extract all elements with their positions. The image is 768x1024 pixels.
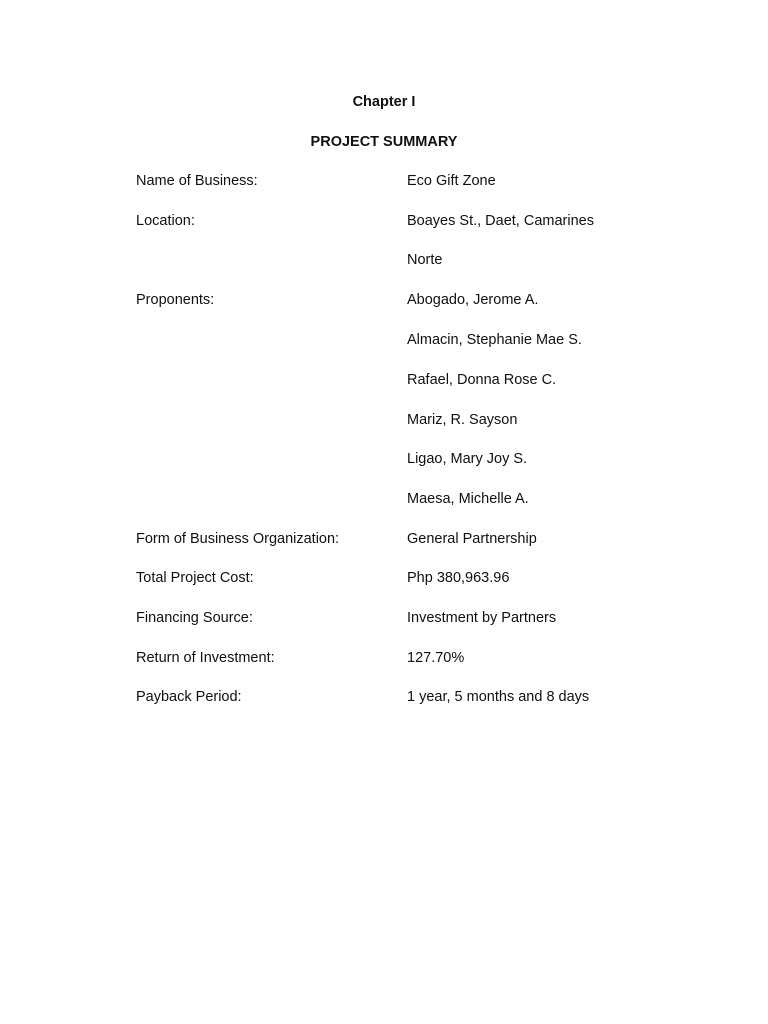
- summary-row-proponent-5: [0, 449, 768, 469]
- field-value: Rafael, Donna Rose C.: [407, 372, 557, 388]
- field-value: Abogado, Jerome A.: [407, 292, 539, 308]
- summary-row-financing-source: [0, 608, 768, 628]
- field-value: General Partnership: [407, 531, 537, 547]
- page-title: PROJECT SUMMARY: [310, 134, 458, 150]
- field-label: Form of Business Organization:: [136, 531, 340, 547]
- field-label: Total Project Cost:: [136, 570, 254, 586]
- field-label: Location:: [136, 213, 195, 229]
- field-value: Boayes St., Daet, Camarines: [407, 213, 594, 229]
- summary-row-proponent-4: [0, 410, 768, 430]
- field-value: Ligao, Mary Joy S.: [407, 451, 528, 467]
- chapter-heading: Chapter I: [352, 94, 416, 110]
- summary-row-proponent-2: [0, 330, 768, 350]
- summary-row-proponent-6: [0, 489, 768, 509]
- field-label: Proponents:: [136, 292, 215, 308]
- field-value: Eco Gift Zone: [407, 173, 496, 189]
- summary-row-business-name: [0, 171, 768, 191]
- summary-row-business-form: [0, 529, 768, 549]
- summary-row-proponent-1: [0, 290, 768, 310]
- field-label: Return of Investment:: [136, 650, 275, 666]
- field-value: 1 year, 5 months and 8 days: [407, 689, 590, 705]
- field-value: Almacin, Stephanie Mae S.: [407, 332, 582, 348]
- field-label: Payback Period:: [136, 689, 242, 705]
- field-value: 127.70%: [407, 650, 465, 666]
- summary-row-project-cost: [0, 568, 768, 588]
- field-value: Mariz, R. Sayson: [407, 412, 518, 428]
- field-value: Norte: [407, 252, 443, 268]
- summary-row-location: [0, 211, 768, 231]
- field-value: Php 380,963.96: [407, 570, 510, 586]
- field-value: Maesa, Michelle A.: [407, 491, 529, 507]
- summary-row-return-of-investment: [0, 648, 768, 668]
- field-label: Name of Business:: [136, 173, 258, 189]
- field-label: Financing Source:: [136, 610, 253, 626]
- summary-row-proponent-3: [0, 370, 768, 390]
- field-value: Investment by Partners: [407, 610, 557, 626]
- summary-row-location-continued: [0, 250, 768, 270]
- summary-row-payback-period: [0, 687, 768, 707]
